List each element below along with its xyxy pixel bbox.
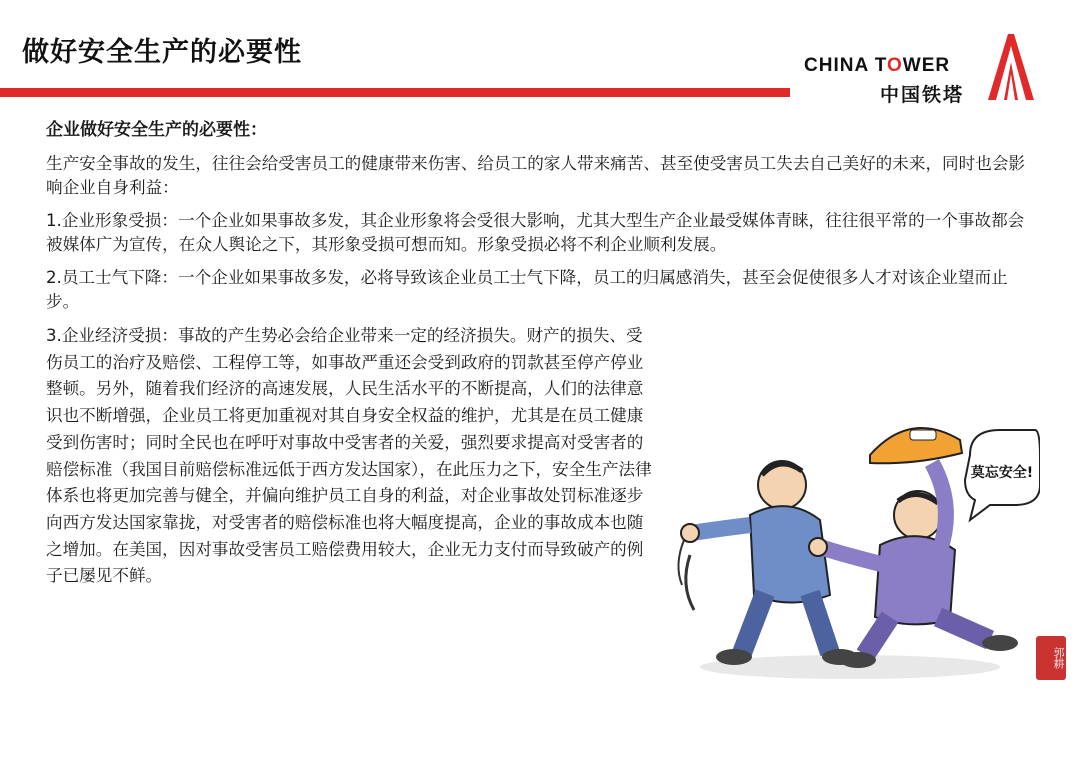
point-3-paragraph: 3.企业经济受损：事故的产生势必会给企业带来一定的经济损失。财产的损失、受伤员工的治疗及赔偿、工程停工等，如事故严重还会受到政府的罚款甚至停产停业整顿。另外，随着我们经济的高速发展，人民生活水平的不断提高，人们的法律意识也不断增强，企业员工将更加重视对其自身安全权益的维护，尤其是在员工健康受到伤害时；同时全民也在呼吁对事故中受害者的关爱，强烈要求提高对受害者的赔偿标准（我国目前赔偿标准远低于西方发达国家），在此压力之下，安全生产法律体系也将更加完善与健全，并偏向维护员工自身的利益，对企业事故处罚标准逐步向西方发达国家靠拢，对受害者的赔偿标准也将大幅度提高，企业的事故成本也随之增加。在美国，因对事故受害员工赔偿费用较大，企业无力支付而导致破产的例子已屡见不鲜。: [46, 326, 652, 586]
intro-paragraph: 生产安全事故的发生，往往会给受害员工的健康带来伤害、给员工的家人带来痛苦、甚至使受害员工失去自己美好的未来，同时也会影响企业自身利益：: [46, 154, 1026, 197]
point-2-paragraph: 2.员工士气下降：一个企业如果事故多发，必将导致该企业员工士气下降，员工的归属感消失，甚至会促使很多人才对该企业望而止步。: [46, 268, 1008, 311]
safety-cartoon-illustration: [670, 405, 1040, 695]
logo-text-en: CHINA TOWER: [804, 55, 951, 76]
tower-logo-icon: [988, 32, 1036, 102]
china-tower-logo: [800, 30, 1045, 105]
logo-text-cn: 中国铁塔: [880, 84, 965, 106]
artist-seal: 郭耕: [1036, 636, 1066, 680]
section-heading: 企业做好安全生产的必要性：: [46, 120, 267, 140]
page-title: 做好安全生产的必要性: [22, 37, 302, 68]
point-1-paragraph: 1.企业形象受损：一个企业如果事故多发，其企业形象将会受很大影响，尤其大型生产企业最受媒体青睐，往往很平常的一个事故都会被媒体广为宣传，在众人舆论之下，其形象受损可想而知。形象受损必将不利企业顺利发展。: [46, 211, 1025, 254]
speech-bubble-text: 莫忘安全!: [970, 465, 1034, 481]
title-underline-bar: [0, 88, 790, 97]
